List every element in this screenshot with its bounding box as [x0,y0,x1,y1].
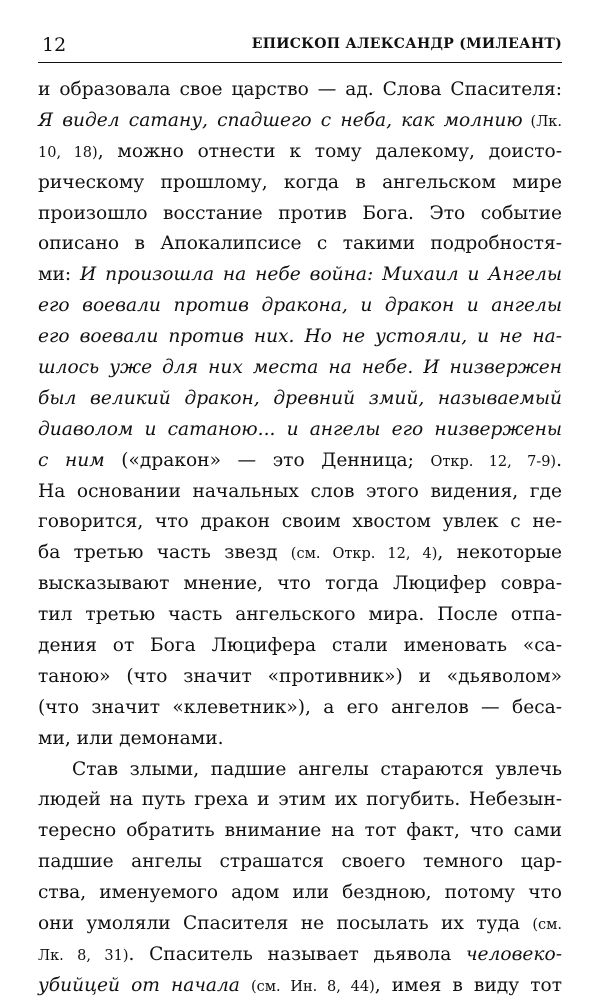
text-line: таною» (что значит «противник») и «дьяволом» [38,665,562,687]
text-line: дения от Бога Люцифера стали именовать «са- [38,635,562,657]
text-line: людей на путь греха и этим их погубить. Небезын- [38,789,562,811]
text-line: ства, именуемого адом или бездною, потому что [38,882,562,904]
text-line: высказывают мнение, что тогда Люцифер совра- [38,573,562,595]
text-line: На основании начальных слов этого видения, где [38,480,562,502]
text-line: рическому прошлому, когда в ангельском мире [38,171,562,193]
text-line: убийцей от начала (см. Ин. 8, 44), имея в виду тот [38,974,562,996]
text-line: 10, 18), можно отнести к тому далекому, доисто- [38,140,563,162]
text-line: произошло восстание против Бога. Это событие [38,202,562,224]
running-head: ЕПИСКОП АЛЕКСАНДР (МИЛЕАНТ) [251,36,562,52]
text-line: говорится, что дракон своим хвостом увлек с не- [38,511,562,533]
text-line: ми: И произошла на небе война: Михаил и Ангелы [38,264,563,286]
page-header [38,32,562,63]
text-line: ба третью часть звезд (см. Откр. 12, 4), некоторые [38,542,562,564]
text-line: падшие ангелы страшатся своего темного цар- [38,851,562,873]
text-line: и образовала свое царство — ад. Слова Спасителя: [38,79,562,100]
text-line: (что значит «клеветник»), а его ангелов — беса- [38,696,562,718]
text-line: Став злыми, падшие ангелы стараются увлечь [72,758,562,780]
text-line: тил третью часть ангельского мира. После отпа- [38,604,562,626]
body-text [38,75,562,1002]
text-line: ми, или демонами. [38,727,224,749]
text-line: с ним («дракон» — это Денница; Откр. 12, 7-9). [38,449,562,471]
text-line: был великий дракон, древний змий, называемый [38,387,562,409]
text-line: тересно обратить внимание на тот факт, что сами [38,820,562,842]
text-line: Я видел сатану, спадшего с неба, как молнию (Лк. [38,109,562,131]
page-number: 12 [42,34,67,56]
text-line: они умоляли Спасителя не посылать их туда (см. [38,913,562,935]
text-line: Лк. 8, 31). Спаситель называет дьявола человеко- [38,943,562,965]
text-line: его воевали против них. Но не устояли, и не на- [38,326,562,348]
text-line: шлось уже для них места на небе. И низвержен [38,357,562,379]
text-line: описано в Апокалипсисе с такими подробностя- [38,233,562,255]
text-line: диаволом и сатаною... и ангелы его низвержены [38,418,562,440]
text-line: его воевали против дракона, и дракон и ангелы [38,295,562,317]
